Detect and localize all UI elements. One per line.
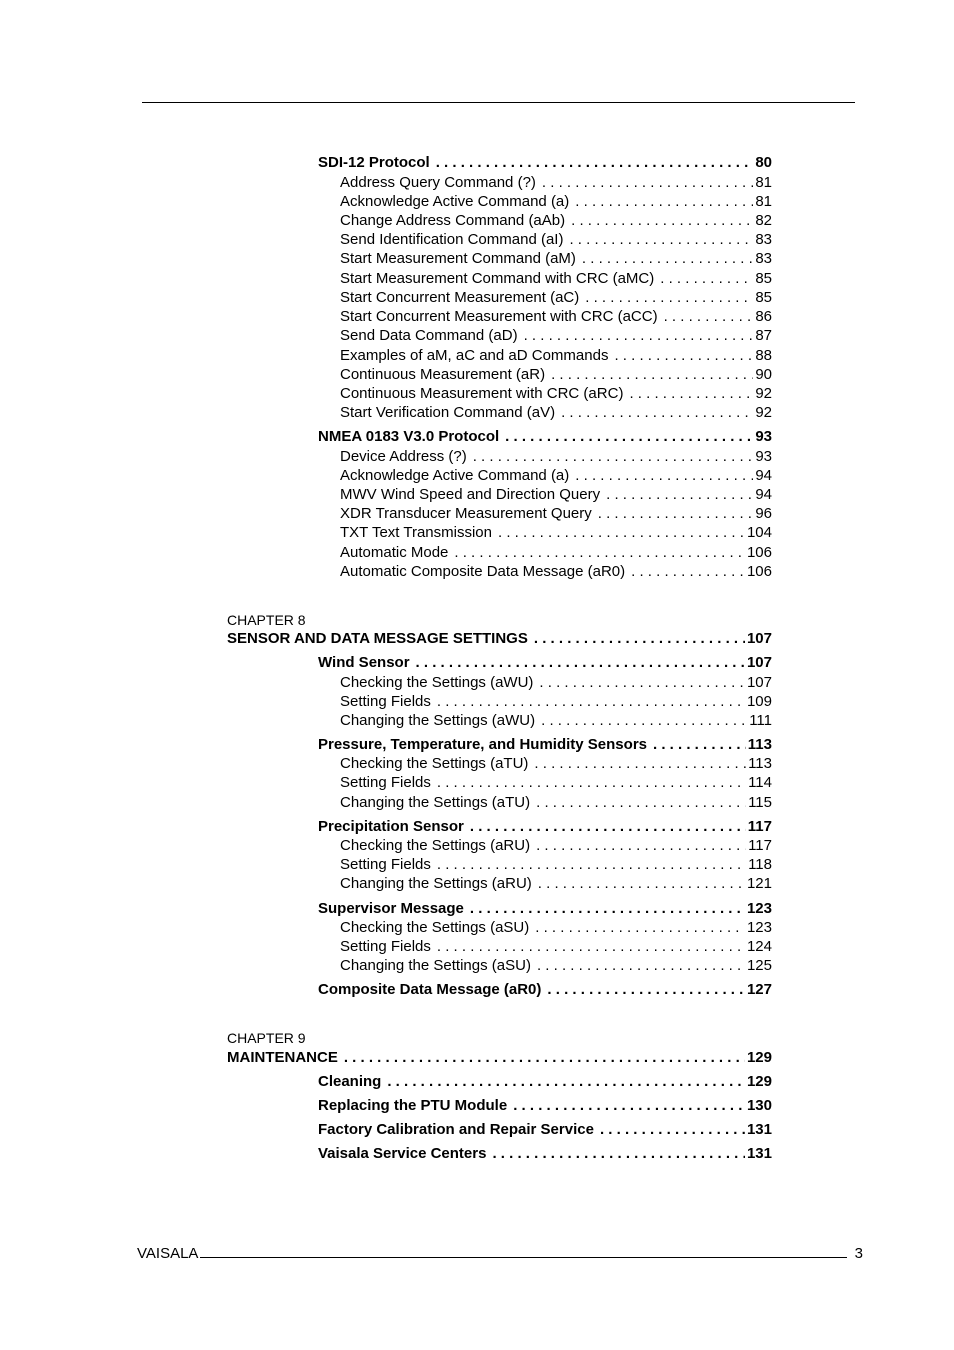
toc-entry-page: 106 [746,563,772,580]
toc-entry-page: 92 [755,385,772,402]
toc-entry-page: 92 [755,404,772,421]
page-footer [137,1243,863,1262]
chapter-label: CHAPTER 9 [227,1030,306,1046]
toc-entry[interactable] [318,154,772,172]
page-number: 3 [854,1245,863,1262]
toc-entry-page: 113 [747,736,772,753]
toc-entry[interactable] [340,794,772,812]
toc-entry-page: 125 [746,957,772,974]
toc-entry-title: MAINTENANCE [227,1049,338,1066]
toc-entry-page: 93 [755,448,772,465]
toc-entry[interactable] [227,1049,772,1067]
toc-entry[interactable] [340,250,772,268]
toc-entry-title: Start Measurement Command (aM) [340,250,576,267]
dot-leader [534,630,745,648]
toc-entry-title: Changing the Settings (aSU) [340,957,531,974]
dot-leader [569,231,753,249]
toc-entry-page: 85 [755,270,772,287]
toc-entry-title: Setting Fields [340,693,431,710]
toc-entry[interactable] [340,486,772,504]
toc-entry-title: Replacing the PTU Module [318,1097,508,1114]
toc-entry-title: Device Address (?) [340,448,467,465]
toc-entry-page: 81 [755,174,772,191]
dot-leader [631,563,745,581]
dot-leader [534,755,746,773]
toc-entry-page: 107 [746,630,772,647]
toc-entry-page: 129 [746,1049,772,1066]
toc-entry-page: 111 [749,712,772,729]
toc-entry[interactable] [227,630,772,648]
toc-entry[interactable] [318,736,772,754]
toc-entry-title: Start Concurrent Measurement (aC) [340,289,580,306]
header-rule [142,102,855,103]
toc-entry-page: 94 [755,486,772,503]
toc-entry-title: Precipitation Sensor [318,818,464,835]
toc-entry-page: 83 [755,231,772,248]
toc-entry[interactable] [318,900,772,918]
dot-leader [575,467,753,485]
toc-entry-title: Acknowledge Active Command (a) [340,467,570,484]
dot-leader [505,428,753,446]
toc-entry-title: Changing the Settings (aWU) [340,712,536,729]
toc-entry-page: 86 [755,308,772,325]
toc-entry[interactable] [318,1145,772,1163]
dot-leader [524,327,754,345]
dot-leader [437,693,745,711]
toc-entry-page: 104 [746,524,772,541]
toc-entry-title: Checking the Settings (aSU) [340,919,530,936]
dot-leader [600,1121,745,1139]
toc-entry-page: 117 [748,837,772,854]
dot-leader [436,154,754,172]
toc-entry-title: Changing the Settings (aTU) [340,794,531,811]
toc-entry-page: 123 [746,919,772,936]
toc-entry-title: Changing the Settings (aRU) [340,875,532,892]
dot-leader [536,794,746,812]
dot-leader [473,448,754,466]
dot-leader [629,385,753,403]
dot-leader [541,712,747,730]
toc-entry[interactable] [340,448,772,466]
dot-leader [664,308,754,326]
toc-entry[interactable] [340,524,772,542]
toc-entry-page: 80 [755,154,772,171]
dot-leader [598,505,754,523]
dot-leader [575,193,753,211]
dot-leader [513,1097,745,1115]
toc-entry[interactable] [318,1073,772,1091]
toc-entry[interactable] [318,981,772,999]
toc-entry[interactable] [340,366,772,384]
toc-entry-page: 109 [746,693,772,710]
toc-entry[interactable] [340,347,772,365]
toc-entry-page: 90 [755,366,772,383]
toc-entry-title: Setting Fields [340,938,431,955]
dot-leader [437,774,746,792]
dot-leader [551,366,753,384]
toc-entry[interactable] [340,308,772,326]
chapter-label: CHAPTER 8 [227,612,306,628]
dot-leader [538,875,745,893]
toc-entry-title: Start Measurement Command with CRC (aMC) [340,270,655,287]
toc-entry[interactable] [318,1121,772,1139]
toc-entry[interactable] [318,428,772,446]
toc-entry[interactable] [340,270,772,288]
dot-leader [536,837,746,855]
toc-entry[interactable] [340,289,772,307]
toc-entry-page: 115 [748,794,772,811]
toc-entry[interactable] [318,818,772,836]
toc-entry-page: 121 [746,875,772,892]
toc-entry-title: TXT Text Transmission [340,524,492,541]
dot-leader [614,347,753,365]
toc-entry-title: Vaisala Service Centers [318,1145,487,1162]
toc-entry-page: 96 [755,505,772,522]
toc-entry[interactable] [340,505,772,523]
toc-entry-title: Composite Data Message (aR0) [318,981,542,998]
toc-entry-page: 107 [746,654,772,671]
dot-leader [542,174,753,192]
toc-entry-page: 118 [748,856,772,873]
footer-brand: VAISALA [137,1245,199,1262]
dot-leader [470,900,745,918]
toc-entry[interactable] [318,654,772,672]
toc-entry-title: Supervisor Message [318,900,464,917]
toc-entry-page: 114 [748,774,772,791]
dot-leader [660,270,753,288]
toc-entry[interactable] [340,467,772,485]
toc-entry-title: XDR Transducer Measurement Query [340,505,592,522]
toc-entry-page: 81 [755,193,772,210]
toc-entry[interactable] [340,674,772,692]
toc-entry-page: 127 [746,981,772,998]
toc-entry-title: Change Address Command (aAb) [340,212,566,229]
dot-leader [470,818,746,836]
toc-entry-title: Wind Sensor [318,654,410,671]
toc-entry-title: Automatic Mode [340,544,449,561]
toc-entry-title: Start Concurrent Measurement with CRC (aCC) [340,308,658,325]
toc-entry[interactable] [340,837,772,855]
toc-entry[interactable] [340,919,772,937]
toc-entry-page: 113 [748,755,772,772]
toc-entry-page: 107 [746,674,772,691]
toc-entry-title: SENSOR AND DATA MESSAGE SETTINGS [227,630,528,647]
toc-entry-title: Checking the Settings (aRU) [340,837,531,854]
toc-entry-page: 94 [755,467,772,484]
dot-leader [344,1049,745,1067]
toc-entry[interactable] [340,212,772,230]
dot-leader [606,486,753,504]
toc-entry-title: Address Query Command (?) [340,174,536,191]
toc-entry-title: Acknowledge Active Command (a) [340,193,570,210]
dot-leader [585,289,753,307]
dot-leader [582,250,753,268]
dot-leader [437,938,745,956]
dot-leader [437,856,746,874]
toc-entry[interactable] [340,957,772,975]
toc-entry-title: Start Verification Command (aV) [340,404,556,421]
toc-entry-title: NMEA 0183 V3.0 Protocol [318,428,500,445]
toc-entry-page: 82 [755,212,772,229]
toc-entry-title: Setting Fields [340,856,431,873]
toc-entry[interactable] [340,327,772,345]
footer-rule [200,1243,846,1258]
toc-entry-title: SDI-12 Protocol [318,154,430,171]
toc-entry-title: Pressure, Temperature, and Humidity Sensors [318,736,647,753]
dot-leader [535,919,745,937]
toc-entry[interactable] [340,544,772,562]
toc-entry-title: Automatic Composite Data Message (aR0) [340,563,626,580]
toc-entry-title: Continuous Measurement (aR) [340,366,546,383]
toc-entry-title: Cleaning [318,1073,382,1090]
toc-entry-page: 87 [755,327,772,344]
dot-leader [539,674,745,692]
toc-entry[interactable] [340,755,772,773]
dot-leader [547,981,745,999]
toc-entry[interactable] [340,174,772,192]
toc-entry-page: 131 [746,1121,772,1138]
toc-entry-page: 129 [746,1073,772,1090]
toc-entry-page: 93 [755,428,772,445]
toc-entry-title: Setting Fields [340,774,431,791]
toc-entry[interactable] [340,563,772,581]
toc-entry-title: MWV Wind Speed and Direction Query [340,486,601,503]
toc-entry-page: 123 [746,900,772,917]
toc-entry[interactable] [340,404,772,422]
toc-entry[interactable] [340,856,772,874]
dot-leader [653,736,746,754]
toc-entry[interactable] [340,938,772,956]
toc-entry[interactable] [318,1097,772,1115]
dot-leader [492,1145,745,1163]
toc-entry[interactable] [340,385,772,403]
toc-entry[interactable] [340,712,772,730]
toc-entry-title: Send Data Command (aD) [340,327,518,344]
toc-entry-title: Factory Calibration and Repair Service [318,1121,594,1138]
dot-leader [454,544,745,562]
toc-entry-page: 85 [755,289,772,306]
toc-entry-page: 106 [746,544,772,561]
dot-leader [561,404,753,422]
toc-entry[interactable] [340,875,772,893]
dot-leader [498,524,745,542]
dot-leader [387,1073,745,1091]
toc-entry-page: 124 [746,938,772,955]
dot-leader [537,957,745,975]
toc-entry-title: Continuous Measurement with CRC (aRC) [340,385,624,402]
toc-entry-title: Checking the Settings (aTU) [340,755,529,772]
toc-entry-page: 83 [755,250,772,267]
toc-entry-page: 130 [746,1097,772,1114]
toc-entry[interactable] [340,193,772,211]
toc-entry[interactable] [340,774,772,792]
dot-leader [416,654,745,672]
toc-entry-title: Examples of aM, aC and aD Commands [340,347,609,364]
toc-entry-title: Send Identification Command (aI) [340,231,564,248]
toc-entry[interactable] [340,231,772,249]
dot-leader [571,212,753,230]
toc-entry-page: 131 [746,1145,772,1162]
toc-entry[interactable] [340,693,772,711]
toc-entry-title: Checking the Settings (aWU) [340,674,534,691]
toc-entry-page: 117 [747,818,772,835]
toc-entry-page: 88 [755,347,772,364]
